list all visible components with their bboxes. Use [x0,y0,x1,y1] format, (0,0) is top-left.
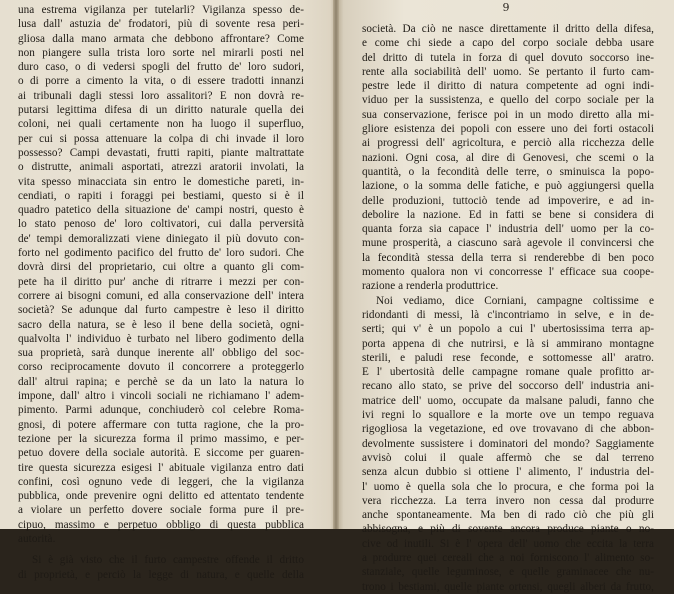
text-line: una estrema vigilanza per tutelarli? Vigilanza spesso de- [18,4,304,16]
page-number: 9 [502,1,510,14]
text-line: mune prosperità, a ciascuno sarà agevole il convincersi che [362,237,654,250]
text-line: cendiati, o rapiti i foraggi pei bestiami, questo si è il [18,189,304,202]
text-line: momento qualora non vi concorresse l' efficace sua coope- [362,266,654,279]
left-page [0,0,335,581]
text-line: vera ricchezza. La terra invero non cessa dal produrre [362,494,654,507]
text-line: del dritto di tutela in forza di quel dovuto soccorso ine- [362,51,654,64]
text-line: dovrà dirsi del proprietario, cui oltre a quanto gli com- [18,261,304,274]
text-line: cive od inutili. Si è l' opera dell' uomo che eccita la terra [362,537,654,550]
text-line: putarsi legittima difesa di un diritto naturale quella dei [18,104,304,117]
text-line: sua proprietà, sarà dunque inerente all' obbligo del soc- [18,347,304,360]
text-line: di proprietà, e perciò la legge di natura, e quelle della [18,568,304,581]
text-line: ai tribunali dagli stessi loro assalitori? E non dovrà re- [18,89,304,102]
text-line: ivi regni lo squallore e la morte ove un tempo reguava [362,409,654,422]
text-line: o di porre a cimento la vita, o di essere tradotti innanzi [18,75,304,88]
text-line: coloni, nei quali certamente non ha luogo il superfluo, [18,118,304,131]
text-line: o distrutte, animali asportati, atrezzi aratorii involati, la [18,161,304,174]
text-line: sterili, e paludi rese feconde, e sottomesse all' aratro. [362,351,654,364]
text-line: dall' altrui rapina; e perchè se da un lato la natura lo [18,375,304,388]
text-line: vita spesso minacciata sin entro le domestiche pareti, in- [18,175,304,188]
text-line: senza alcun dubbio si ottiene l' alimento, l' industria del- [362,466,654,479]
text-line: devolmente sussistere i dominatori del mondo? Saggiamente [362,437,654,450]
text-line: possesso? Campi devastati, frutti rapiti, piante maltrattate [18,146,304,159]
text-line: non piangere sulla trista loro sorte nel mirarli posti nel [18,46,304,59]
text-line: lazione, o la somma delle fatiche, e può aggiungersi quella [362,180,654,193]
text-line: anche spontaneamente. Ma ben di rado ciò che più gli [362,509,654,522]
text-line: pimento. Parmi adunque, conchiuderò col celebre Roma- [18,404,304,417]
text-line: confini, così ognuno vede di leggeri, che la vigilanza [18,475,304,488]
text-line: nazioni. Ogni cosa, al dire di Genovesi, che scemi o la [362,151,654,164]
text-line: qualvolta l' individuo è turbato nel libero godimento della [18,332,304,345]
text-line: quantità, o la fecondità delle terre, o sminuisca la popo- [362,165,654,178]
text-line: quadro patetico della situazione de' campi nostri, questo è [18,204,304,217]
text-line: l' uomo è quella sola che lo procura, e che forma poi la [362,480,654,493]
text-line: pete ha il diritto pur' anche di ritrarre i mezzi per con- [18,275,304,288]
text-line: sua conservazione, ferisce poi in un modo diretto alla mi- [362,108,654,121]
left-page-text [18,3,304,582]
right-page-text [362,22,654,594]
text-line: trono i bestiami, quelle piante ortensi, quegli alberi da frutto, [362,580,654,593]
text-line: rente alla sociabilità dell' uomo. Se pertanto il furto cam- [362,65,654,78]
text-line: serti; qui v' è un popolo a cui l' ubertosissima terra ap- [362,323,654,336]
text-line: cipuo, massimo e perpetuo obbligo di questa pubblica [18,518,304,531]
text-line: abbisogna, e più di sovente ancora produce piante o no- [362,523,654,536]
text-line: duro caso, o di vedersi spogli del frutto de' loro sudori, [18,61,304,74]
text-line: matrice dell' uomo, occupate da malsane paludi, fanno che [362,394,654,407]
text-line: rigogliosa la vegetazione, ed ove trovavano di che abbon- [362,423,654,436]
text-line: Si è già visto che il furto campestre offende il dritto [32,554,304,567]
text-line: sacro della natura, se è leso il bene della società, ogni- [18,318,304,331]
text-line: de' tempi demoralizzati viene diniegato il più dovuto con- [18,232,304,245]
text-line: recano allo stato, se prive del soccorso dell' industria ani- [362,380,654,393]
text-line: società. Da ciò ne nasce direttamente il dritto della difesa, [362,23,654,35]
text-line: autorità. [18,532,56,545]
text-line: società? Se adunque dal furto campestre è leso il diritto [18,304,304,317]
text-line: a violare un perfetto dovere sociale forma pure il pre- [18,504,304,517]
text-line: avvisò colui il quale affermò che se dal terreno [362,451,654,464]
text-line: Noi vediamo, dice Corniani, campagne coltissime e [376,294,654,307]
text-line: tire questa sicurezza esigesi l' abituale vigilanza entro dati [18,461,304,474]
text-line: la fecondità stessa della terra si renderebbe di ben poco [362,251,654,264]
text-line: quanta forza sia capace l' industria dell' uomo per la co- [362,223,654,236]
text-line: stanziale, quelle leguminose, e quelle graminacee che nu- [362,566,654,579]
text-line: petuo dovere della sociale autorità. E siccome per guaren- [18,447,304,460]
text-line: gliosa dalla mano armata che debbono affrontare? Come [18,32,304,45]
text-line: porta appena di che nutrirsi, e là si ammirano montagne [362,337,654,350]
text-line: e come chi siede a capo del corpo sociale debba usare [362,37,654,50]
text-line: ai progressi dell' agricoltura, e perciò alla ricchezza delle [362,137,654,150]
text-line: forto nel godimento pacifico del frutto de' loro sudori. Che [18,247,304,260]
text-line: lusa dall' astuzia de' frodatori, più di sovente resa peri- [18,18,304,31]
text-line: pestre lede il diritto di natura competente ad ogni indi- [362,80,654,93]
text-line: pubblica, onde prevenire ogni delitto ed attentato tendente [18,490,304,503]
text-line: gliore esistenza dei popoli con essere uno dei forti ostacoli [362,123,654,136]
text-line: razione a renderla produttrice. [362,280,499,293]
text-line: lo stato penoso de' loro coltivatori, cui dalla perversità [18,218,304,231]
text-line: per cui si possa attenuare la colpa di chi invade il loro [18,132,304,145]
text-line: E l' ubertosità delle campagne romane quale profitto ar- [362,366,654,379]
text-line: delle produzioni, tuttociò tende ad impoverire, e ad in- [362,194,654,207]
text-line: tezione per la sicurezza forma il primo massimo, e per- [18,432,304,445]
text-line: debolire la nazione. Ed in fatti se bene si considera di [362,208,654,221]
text-line: ridondanti di messi, là c'incontriamo in selve, e in de- [362,308,654,321]
text-line: impone, dall' altro i vincoli sociali ne richiamano l' adem- [18,390,304,403]
text-line: viduo per la sussistenza, e quello del corpo sociale per la [362,94,654,107]
text-line: corso reciprocamente dovuto il concorrere a proteggerlo [18,361,304,374]
right-page [338,0,674,593]
text-line: correre ai bisogni comuni, ed alla conservazione dell' intera [18,289,304,302]
text-line: gnosi, di potere affermare con tutta ragione, che la pro- [18,418,304,431]
text-line: a produrre quei cereali che a noi forniscono l' alimento so- [362,551,654,564]
